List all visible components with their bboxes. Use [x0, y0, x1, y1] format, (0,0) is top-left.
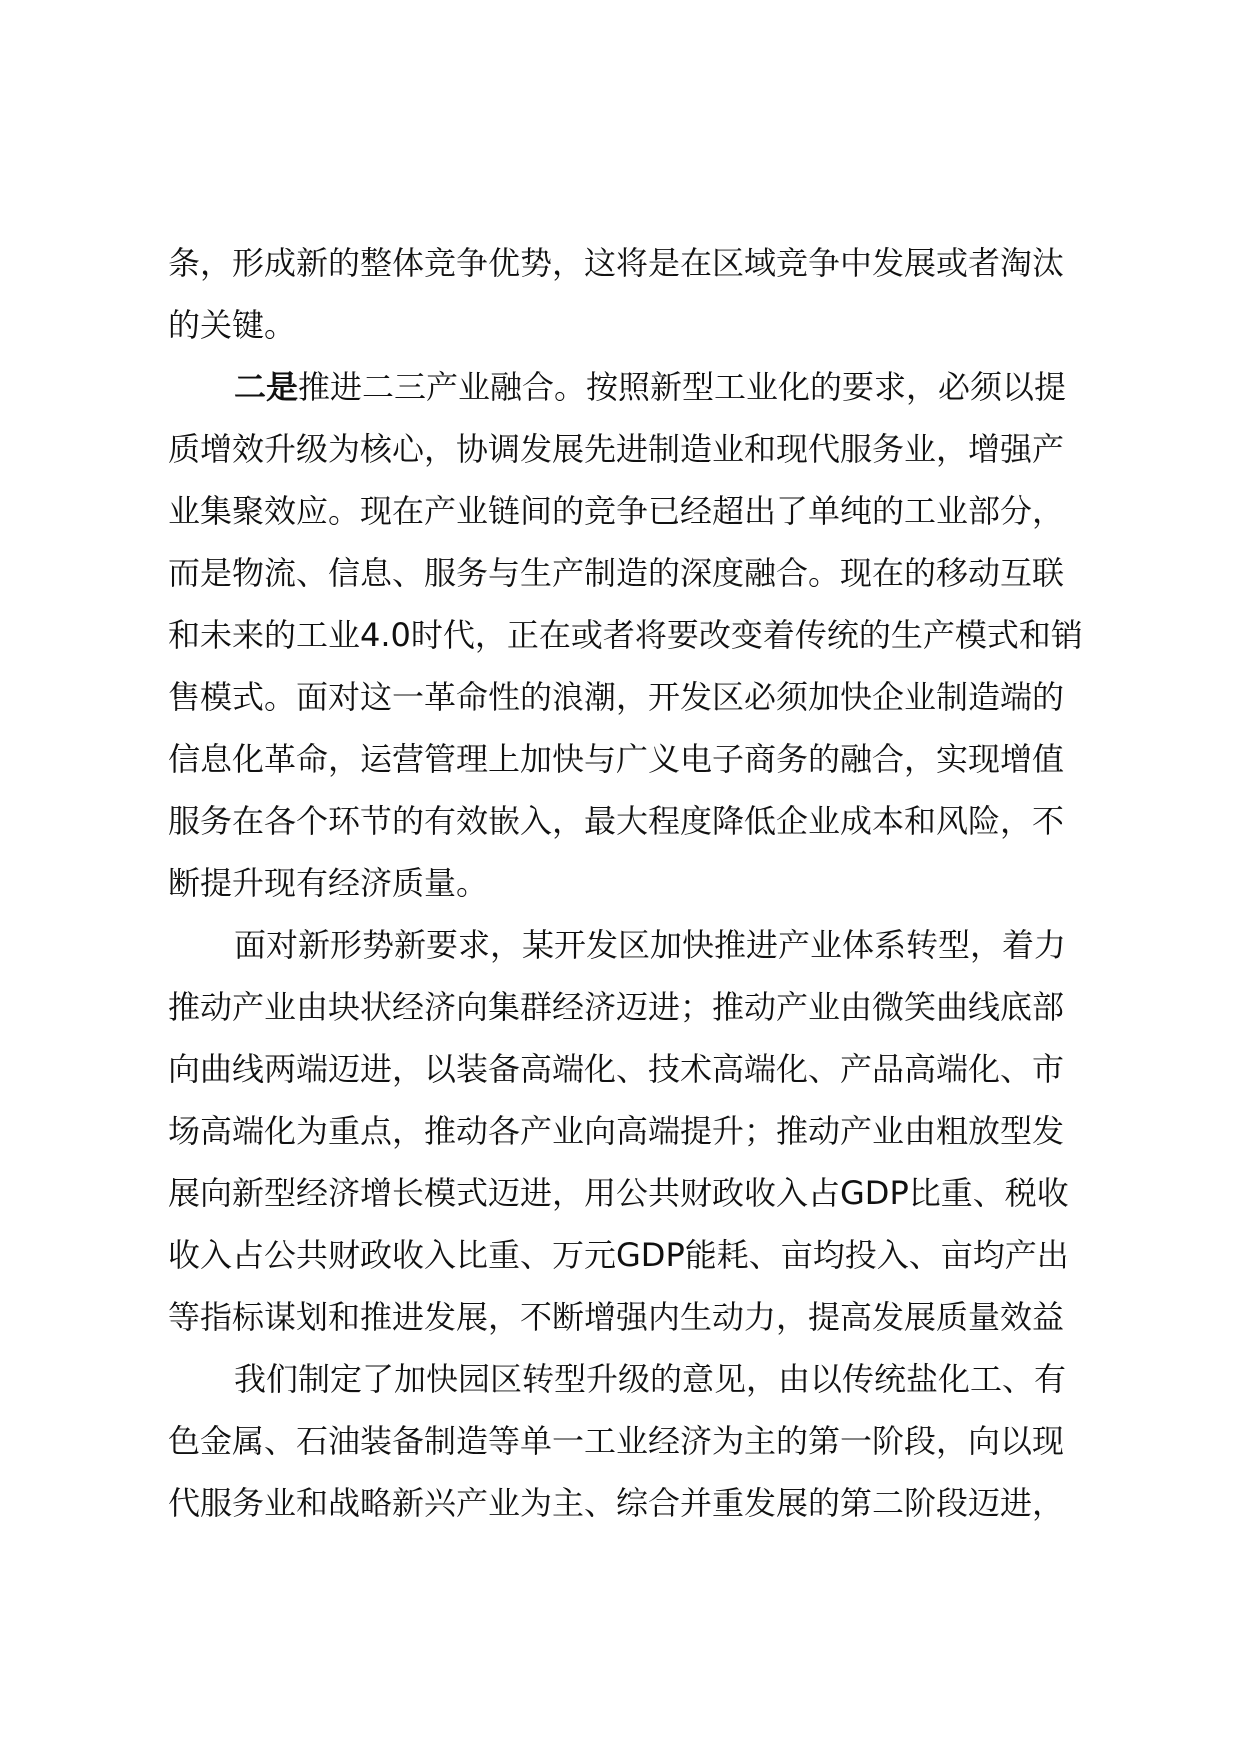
text-line: 向曲线两端迈进，以装备高端化、技术高端化、产品高端化、市 — [168, 1050, 1065, 1088]
text-line: 质增效升级为核心，协调发展先进制造业和现代服务业，增强产 — [168, 430, 1065, 468]
body-text — [168, 232, 1108, 1534]
text-line: 推动产业由块状经济向集群经济迈进；推动产业由微笑曲线底部 — [168, 988, 1065, 1026]
text-line: 代服务业和战略新兴产业为主、综合并重发展的第二阶段迈进， — [168, 1484, 1065, 1522]
text-line: 的关键。 — [168, 306, 297, 344]
text-line: 展向新型经济增长模式迈进，用公共财政收入占GDP比重、税收 — [168, 1174, 1069, 1212]
text-line: 服务在各个环节的有效嵌入，最大程度降低企业成本和风险，不 — [168, 802, 1065, 840]
text-line: 色金属、石油装备制造等单一工业经济为主的第一阶段，向以现 — [168, 1422, 1065, 1460]
text-line: 信息化革命，运营管理上加快与广义电子商务的融合，实现增值 — [168, 740, 1065, 778]
text-line: 业集聚效应。现在产业链间的竞争已经超出了单纯的工业部分， — [168, 492, 1065, 530]
text-line: 断提升现有经济质量。 — [168, 864, 489, 902]
text-line: 收入占公共财政收入比重、万元GDP能耗、亩均投入、亩均产出 — [168, 1236, 1069, 1274]
text-line — [168, 356, 1108, 418]
text-line: 而是物流、信息、服务与生产制造的深度融合。现在的移动互联 — [168, 554, 1065, 592]
text-line: 场高端化为重点，推动各产业向高端提升；推动产业由粗放型发 — [168, 1112, 1065, 1150]
text-line: 售模式。面对这一革命性的浪潮，开发区必须加快企业制造端的 — [168, 678, 1065, 716]
text-line: 面对新形势新要求，某开发区加快推进产业体系转型，着力 — [234, 926, 1067, 964]
text-line-content: 推进二三产业融合。按照新型工业化的要求，必须以提 — [298, 368, 1067, 406]
text-line: 和未来的工业4.0时代，正在或者将要改变着传统的生产模式和销 — [168, 616, 1083, 654]
text-line: 我们制定了加快园区转型升级的意见，由以传统盐化工、有 — [234, 1360, 1067, 1398]
text-line: 条，形成新的整体竞争优势，这将是在区域竞争中发展或者淘汰 — [168, 244, 1065, 282]
text-line: 等指标谋划和推进发展，不断增强内生动力，提高发展质量效益 — [168, 1298, 1065, 1336]
emphasis-text: 二是 — [234, 368, 299, 406]
